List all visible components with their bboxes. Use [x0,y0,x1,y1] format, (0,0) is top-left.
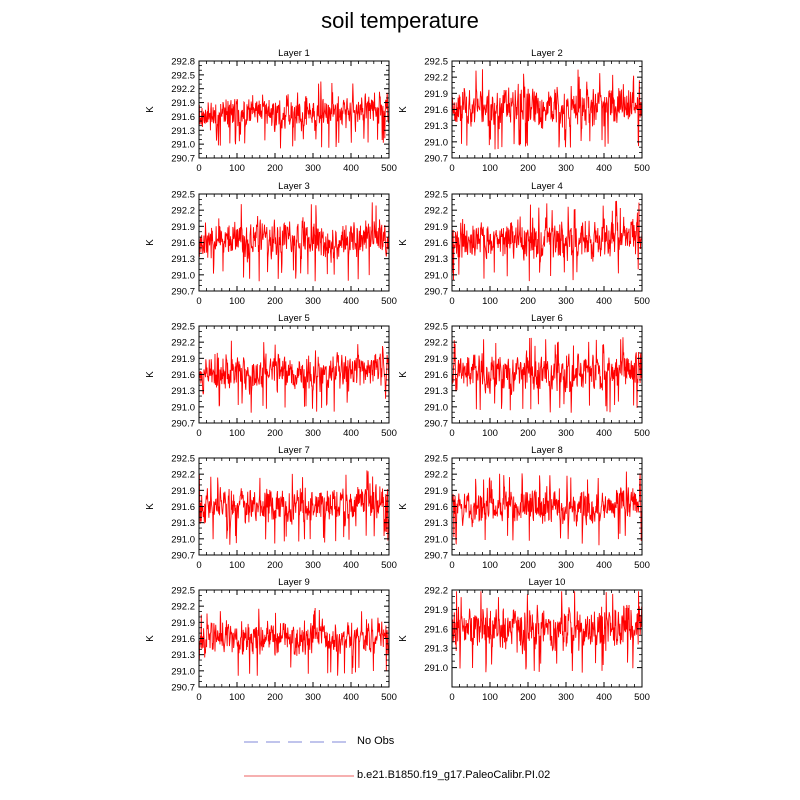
x-tick-label: 500 [634,296,650,307]
y-tick-label: 292.5 [424,453,448,465]
x-tick-label: 200 [267,296,283,307]
x-tick-label: 400 [343,692,359,703]
x-tick-label: 0 [449,428,455,439]
x-tick-label: 500 [634,163,650,174]
y-axis-label: K [398,635,409,642]
x-tick-label: 200 [520,560,536,571]
x-tick-label: 400 [596,428,612,439]
y-tick-label: 292.5 [424,321,448,333]
y-axis-label: K [398,503,409,510]
legend-swatch-model [244,768,354,784]
chart-panel [398,48,650,174]
chart-panel [398,313,650,439]
x-tick-label: 400 [596,560,612,571]
chart-panel [398,577,650,703]
y-tick-label: 290.7 [171,153,195,165]
y-axis-label: K [398,371,409,378]
x-tick-label: 100 [482,296,498,307]
y-tick-label: 291.9 [424,221,448,233]
chart-panel [145,313,397,439]
x-tick-label: 300 [558,296,574,307]
y-tick-label: 290.7 [424,153,448,165]
panel-title: Layer 10 [528,577,566,588]
y-tick-label: 290.7 [424,286,448,298]
y-tick-label: 291.9 [171,353,195,365]
y-tick-label: 292.2 [171,205,195,217]
y-tick-label: 291.6 [424,105,448,116]
legend-label-model: b.e21.B1850.f19_g17.PaleoCalibr.PI.02 [357,769,551,781]
y-tick-label: 291.9 [424,604,448,616]
x-tick-label: 300 [305,428,321,439]
series-line [199,202,389,281]
y-axis-label: K [398,106,409,113]
series-line [452,69,642,149]
series-line [199,341,389,413]
series-line [199,470,389,544]
y-tick-label: 292.5 [424,189,448,201]
series-line [452,472,642,546]
y-tick-label: 292.2 [171,469,195,481]
y-tick-label: 291.0 [424,270,448,282]
chart-panel [145,181,397,307]
x-tick-label: 200 [520,428,536,439]
x-tick-label: 0 [449,296,455,307]
y-tick-label: 291.9 [171,485,195,497]
panel-title: Layer 5 [278,313,310,324]
y-tick-label: 292.5 [171,585,195,597]
x-tick-label: 400 [596,163,612,174]
y-tick-label: 291.0 [424,663,448,675]
y-tick-label: 291.0 [424,402,448,414]
x-tick-label: 300 [558,560,574,571]
y-tick-label: 292.2 [171,601,195,613]
x-tick-label: 300 [558,163,574,174]
x-tick-label: 300 [305,560,321,571]
x-tick-label: 100 [482,163,498,174]
x-tick-label: 300 [558,428,574,439]
x-tick-label: 400 [596,692,612,703]
panel-title: Layer 7 [278,445,310,456]
x-tick-label: 500 [381,692,397,703]
y-tick-label: 291.3 [171,386,195,398]
y-tick-label: 292.5 [171,189,195,201]
y-tick-label: 292.5 [171,321,195,333]
page-title: soil temperature [321,8,479,33]
x-tick-label: 100 [482,428,498,439]
y-tick-label: 291.9 [424,353,448,365]
y-tick-label: 291.0 [171,666,195,678]
y-tick-label: 292.2 [424,205,448,217]
series-line [452,591,642,672]
y-tick-label: 291.6 [424,238,448,249]
y-tick-label: 291.6 [171,111,195,123]
x-tick-label: 100 [229,163,245,174]
y-tick-label: 292.2 [424,585,448,597]
y-tick-label: 292.2 [424,469,448,481]
x-tick-label: 200 [267,163,283,174]
x-tick-label: 500 [381,428,397,439]
chart-panel [398,445,650,571]
x-tick-label: 0 [449,692,455,703]
y-tick-label: 291.3 [424,643,448,655]
x-tick-label: 400 [596,296,612,307]
y-tick-label: 291.6 [171,238,195,249]
y-axis-label: K [145,371,156,378]
x-tick-label: 400 [343,296,359,307]
y-axis-label: K [398,239,409,246]
x-tick-label: 0 [449,163,455,174]
legend-item-model [244,768,624,784]
x-tick-label: 500 [381,296,397,307]
x-tick-label: 0 [196,428,202,439]
x-tick-label: 500 [381,560,397,571]
y-tick-label: 292.2 [424,337,448,349]
y-tick-label: 291.0 [171,534,195,546]
x-tick-label: 200 [267,692,283,703]
panel-title: Layer 8 [531,445,563,456]
y-tick-label: 290.7 [171,682,195,694]
y-tick-label: 291.3 [424,518,448,530]
y-tick-label: 291.0 [424,534,448,546]
series-line [452,337,642,413]
y-tick-label: 290.7 [171,286,195,298]
x-tick-label: 100 [482,692,498,703]
legend-swatch-no-obs [244,734,354,750]
panel-title: Layer 9 [278,577,310,588]
y-tick-label: 292.2 [171,337,195,349]
y-tick-label: 291.9 [171,98,195,110]
x-tick-label: 100 [482,560,498,571]
x-tick-label: 300 [558,692,574,703]
panel-title: Layer 2 [531,48,563,59]
series-line [452,201,642,281]
y-tick-label: 292.5 [171,70,195,82]
y-tick-label: 291.0 [424,137,448,149]
legend-item-no-obs [244,734,594,750]
y-tick-label: 291.3 [424,386,448,398]
x-tick-label: 0 [196,692,202,703]
y-tick-label: 291.6 [424,502,448,513]
y-tick-label: 291.3 [424,254,448,266]
y-tick-label: 292.8 [171,56,195,68]
x-tick-label: 400 [343,163,359,174]
chart-panel [398,181,650,307]
y-tick-label: 290.7 [424,418,448,430]
y-axis-label: K [145,635,156,642]
y-tick-label: 292.5 [424,56,448,68]
panel-title: Layer 4 [531,181,563,192]
x-tick-label: 300 [305,692,321,703]
x-tick-label: 0 [196,560,202,571]
y-tick-label: 291.0 [171,270,195,282]
x-tick-label: 200 [267,560,283,571]
y-axis-label: K [145,106,156,113]
x-tick-label: 200 [267,428,283,439]
x-tick-label: 0 [449,560,455,571]
x-tick-label: 300 [305,296,321,307]
x-tick-label: 400 [343,560,359,571]
y-tick-label: 291.0 [171,139,195,151]
legend-label-no-obs: No Obs [357,735,395,747]
y-tick-label: 291.9 [171,221,195,233]
x-tick-label: 500 [634,560,650,571]
y-tick-label: 291.9 [171,617,195,629]
y-tick-label: 291.6 [171,634,195,645]
x-tick-label: 100 [229,296,245,307]
x-tick-label: 0 [196,163,202,174]
y-tick-label: 291.6 [424,624,448,636]
y-tick-label: 291.6 [171,502,195,513]
y-tick-label: 291.3 [424,121,448,133]
series-line [199,82,389,149]
y-tick-label: 291.6 [424,370,448,381]
x-tick-label: 300 [305,163,321,174]
panel-title: Layer 3 [278,181,310,192]
y-tick-label: 291.3 [171,518,195,530]
x-tick-label: 100 [229,692,245,703]
y-tick-label: 291.0 [171,402,195,414]
panel-title: Layer 6 [531,313,563,324]
x-tick-label: 100 [229,428,245,439]
x-tick-label: 100 [229,560,245,571]
x-tick-label: 0 [196,296,202,307]
y-tick-label: 290.7 [171,550,195,562]
y-tick-label: 290.7 [424,550,448,562]
x-tick-label: 200 [520,692,536,703]
y-tick-label: 291.6 [171,370,195,381]
series-line [199,608,389,676]
y-tick-label: 290.7 [171,418,195,430]
panel-title: Layer 1 [278,48,310,59]
y-tick-label: 291.3 [171,254,195,266]
x-tick-label: 400 [343,428,359,439]
y-tick-label: 291.3 [171,125,195,137]
y-tick-label: 292.2 [424,72,448,84]
x-tick-label: 200 [520,296,536,307]
chart-panel [145,445,397,571]
x-tick-label: 200 [520,163,536,174]
x-tick-label: 500 [381,163,397,174]
y-axis-label: K [145,503,156,510]
y-tick-label: 291.9 [424,485,448,497]
y-tick-label: 292.2 [171,84,195,96]
chart-panel [145,577,397,703]
x-tick-label: 500 [634,692,650,703]
y-axis-label: K [145,239,156,246]
y-tick-label: 292.5 [171,453,195,465]
x-tick-label: 500 [634,428,650,439]
y-tick-label: 291.3 [171,650,195,662]
chart-panel [145,48,397,174]
y-tick-label: 291.9 [424,88,448,100]
